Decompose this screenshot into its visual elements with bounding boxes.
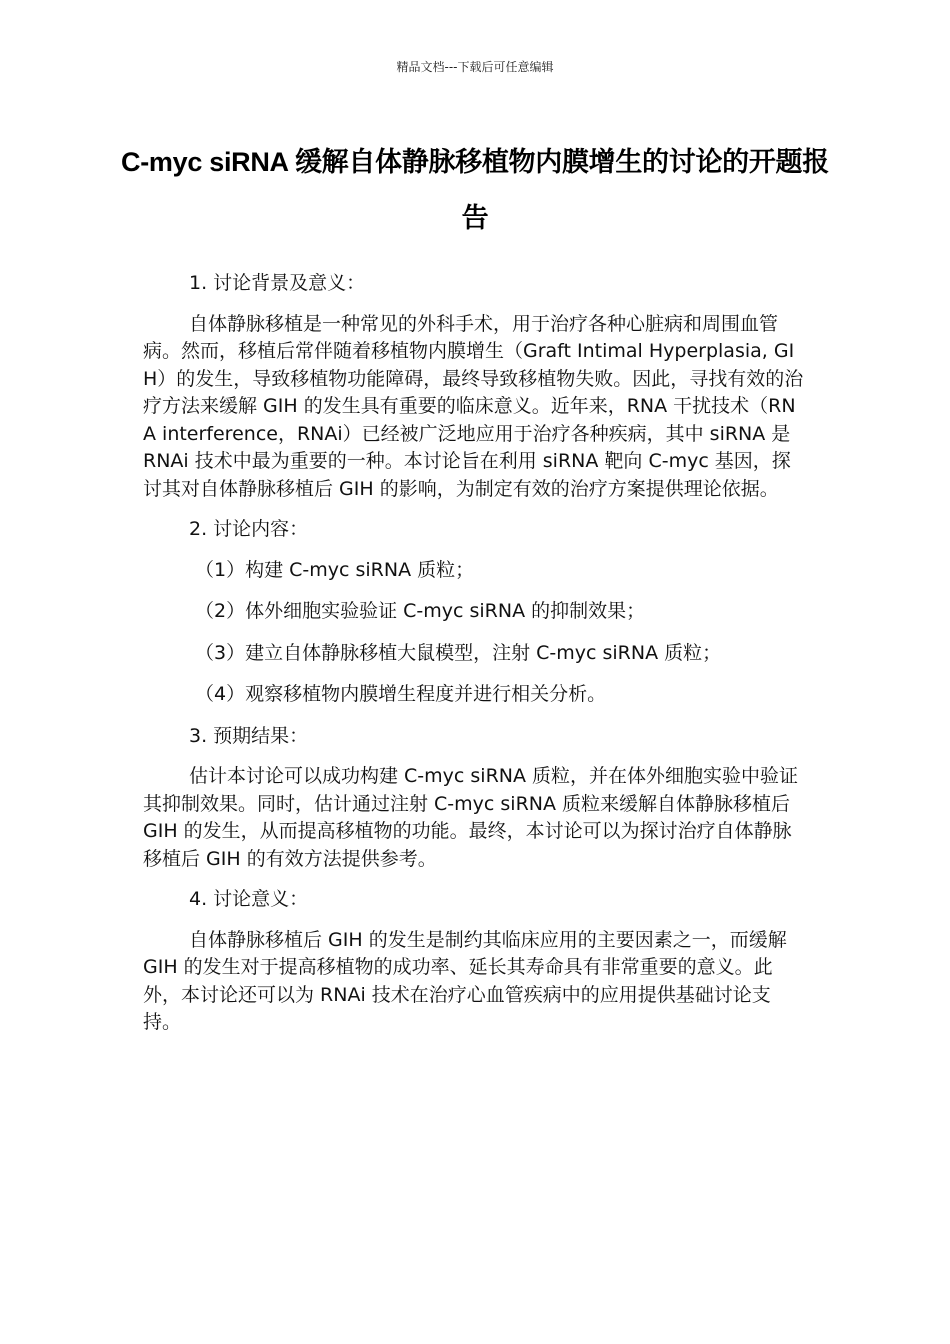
section-heading-content: 2. 讨论内容： <box>189 518 309 540</box>
section-body-expected-results: 估计本讨论可以成功构建 C-myc siRNA 质粒，并在体外细胞实验中验证其抑制效果。同时，估计通过注射 C-myc siRNA 质粒来缓解自体静脉移植后 GIH 的发生，从而提高移植物的功能。最终，本讨论可以为探讨治疗自体静脉移植后 GIH 的有效方法提供参考。 <box>143 765 799 870</box>
list-item: （2）体外细胞实验验证 C-myc siRNA 的抑制效果； <box>195 600 646 622</box>
section-heading-background: 1. 讨论背景及意义： <box>189 272 366 294</box>
section-heading-significance: 4. 讨论意义： <box>189 888 309 910</box>
document-body <box>143 270 807 1050</box>
section-body-significance: 自体静脉移植后 GIH 的发生是制约其临床应用的主要因素之一，而缓解 GIH 的发生对于提高移植物的成功率、延长其寿命具有非常重要的意义。此外，本讨论还可以为 RNAi 技术在治疗心血管疾病中的应用提供基础讨论支持。 <box>143 928 787 1033</box>
page-header: 精品文档---下载后可任意编辑 <box>396 60 554 74</box>
section-body-background: 自体静脉移植是一种常见的外科手术，用于治疗各种心脏病和周围血管病。然而，移植后常伴随着移植物内膜增生（Graft Intimal Hyperplasia, GIH）的发生，导致移植物功能障碍，最终导致移植物失败。因此，寻找有效的治疗方法来缓解 GIH 的发生具有重要的临床意义。近年来，RNA 干扰技术（RNA interference，RNAi）已经被广泛地应用于治疗各种疾病，其中 siRNA 是 RNAi 技术中最为重要的一种。本讨论旨在利用 siRNA 靶向 C-myc 基因，探讨其对自体静脉移植后 GIH 的影响，为制定有效的治疗方案提供理论依据。 <box>143 312 804 500</box>
document-title: C-myc siRNA 缓解自体静脉移植物内膜增生的讨论的开题报告 <box>121 147 829 233</box>
list-item: （3）建立自体静脉移植大鼠模型，注射 C-myc siRNA 质粒； <box>195 641 722 664</box>
section-heading-expected-results: 3. 预期结果： <box>189 724 309 747</box>
list-item: （4）观察移植物内膜增生程度并进行相关分析。 <box>195 683 607 705</box>
list-item: （1）构建 C-myc siRNA 质粒； <box>195 558 475 581</box>
